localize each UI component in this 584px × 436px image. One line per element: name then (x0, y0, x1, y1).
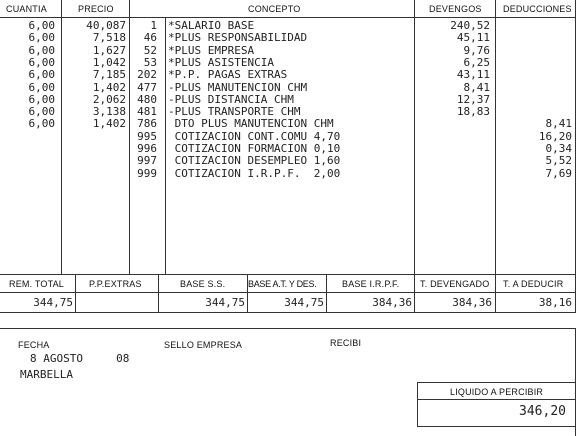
cell-code: 786 (137, 117, 157, 131)
header-devengos: DEVENGOS (429, 4, 482, 14)
val-line-2 (158, 292, 159, 312)
cell-devengo: 12,37 (456, 92, 490, 106)
tot-line-4 (326, 274, 327, 292)
cell-code: 477 (137, 80, 157, 94)
cell-code: 53 (143, 55, 157, 69)
cell-deduccion: 7,69 (545, 166, 572, 180)
cell-concepto: *PLUS EMPRESA (168, 43, 255, 57)
cell-cuantia: 6,00 (28, 117, 55, 131)
cell-deduccion: 16,20 (538, 129, 572, 143)
cell-cuantia: 6,00 (28, 68, 55, 82)
cell-devengo: 9,76 (463, 43, 490, 57)
cell-precio: 1,402 (92, 117, 126, 131)
cell-cuantia: 6,00 (28, 43, 55, 57)
header-divider (0, 17, 576, 18)
val-line-1 (75, 292, 76, 312)
value-base-at: 344,75 (284, 296, 324, 309)
cell-concepto: COTIZACION FORMACION 0,10 (168, 142, 341, 155)
label-base-at: BASE A.T. Y DES. (248, 279, 317, 289)
cell-precio: 40,087 (86, 19, 126, 32)
col-line-3 (165, 17, 166, 274)
label-t-deducir: T. A DEDUCIR (503, 279, 564, 289)
cell-concepto: COTIZACION CONT.COMU 4,70 (168, 129, 341, 143)
cell-code: 1 (150, 19, 157, 32)
cell-code: 999 (137, 166, 157, 180)
cell-precio: 3,138 (92, 105, 126, 119)
cell-deduccion: 8,41 (545, 117, 572, 131)
totals-top-line (0, 274, 576, 275)
cell-devengo: 6,25 (463, 55, 490, 69)
cell-concepto: -PLUS TRANSPORTE CHM (168, 105, 301, 119)
lugar-value: MARBELLA (20, 368, 73, 381)
cell-devengo: 45,11 (456, 31, 490, 45)
cell-devengo: 43,11 (456, 68, 490, 82)
tot-line-5 (414, 274, 415, 292)
cell-cuantia: 6,00 (28, 105, 55, 119)
sello-empresa-label: SELLO EMPRESA (164, 340, 243, 350)
cell-devengo: 18,83 (456, 105, 490, 119)
cell-cuantia: 6,00 (28, 55, 55, 69)
cell-precio: 1,042 (92, 55, 126, 69)
cell-concepto: COTIZACION I.R.P.F. 2,00 (168, 166, 341, 180)
fecha-value: 8 AGOSTO 08 (30, 352, 130, 365)
header-concepto: CONCEPTO (248, 4, 301, 14)
cell-deduccion: 0,34 (545, 142, 572, 155)
cell-code: 481 (137, 105, 157, 119)
value-base-ss: 344,75 (205, 296, 245, 309)
fecha-label: FECHA (18, 340, 50, 350)
tot-line-6 (495, 274, 496, 292)
cell-code: 46 (143, 31, 157, 45)
cell-code: 997 (137, 154, 157, 168)
tot-line-1 (75, 274, 76, 292)
cell-code: 995 (137, 129, 157, 143)
recibi-label: RECIBI (330, 338, 362, 348)
cell-code: 202 (137, 68, 157, 82)
cell-precio: 1,627 (92, 43, 126, 57)
cell-deduccion: 5,52 (545, 154, 572, 168)
cell-precio: 1,402 (92, 80, 126, 94)
value-t-devengado: 384,36 (452, 296, 492, 309)
label-base-ss: BASE S.S. (180, 279, 226, 289)
cell-precio: 2,062 (92, 92, 126, 106)
label-base-irpf: BASE I.R.P.F. (342, 279, 400, 289)
liquido-value: 346,20 (519, 404, 566, 419)
value-rem-total: 344,75 (33, 296, 73, 309)
cell-concepto: *P.P. PAGAS EXTRAS (168, 68, 288, 82)
label-t-devengado: T. DEVENGADO (420, 279, 490, 289)
cell-concepto: COTIZACION DESEMPLEO 1,60 (168, 154, 341, 168)
cell-cuantia: 6,00 (28, 31, 55, 45)
header-deducciones: DEDUCCIONES (503, 4, 572, 14)
cell-code: 996 (137, 142, 157, 155)
cell-precio: 7,185 (92, 68, 126, 82)
cell-concepto: *SALARIO BASE (168, 19, 255, 32)
cell-code: 480 (137, 92, 157, 106)
cell-cuantia: 6,00 (28, 19, 55, 32)
cell-concepto: -PLUS DISTANCIA CHM (168, 92, 294, 106)
cell-code: 52 (143, 43, 157, 57)
cell-cuantia: 6,00 (28, 80, 55, 94)
cell-precio: 7,518 (92, 31, 126, 45)
cell-concepto: *PLUS RESPONSABILIDAD (168, 31, 308, 45)
cell-cuantia: 6,00 (28, 92, 55, 106)
cell-devengo: 8,41 (463, 80, 490, 94)
header-precio: PRECIO (78, 4, 114, 14)
cell-concepto: -PLUS MANUTENCION CHM (168, 80, 308, 94)
cell-concepto: *PLUS ASISTENCIA (168, 55, 274, 69)
cell-devengo: 240,52 (450, 19, 490, 32)
value-t-deducir: 38,16 (538, 296, 572, 309)
value-base-irpf: 384,36 (372, 296, 412, 309)
label-pp-extras: P.P.EXTRAS (89, 279, 142, 289)
label-rem-total: REM. TOTAL (9, 279, 65, 289)
cell-concepto: DTO PLUS MANUTENCION CHM (168, 117, 334, 131)
liquido-label: LIQUIDO A PERCIBIR (450, 387, 544, 397)
header-cuantia: CUANTIA (6, 4, 47, 14)
tot-line-2 (158, 274, 159, 292)
